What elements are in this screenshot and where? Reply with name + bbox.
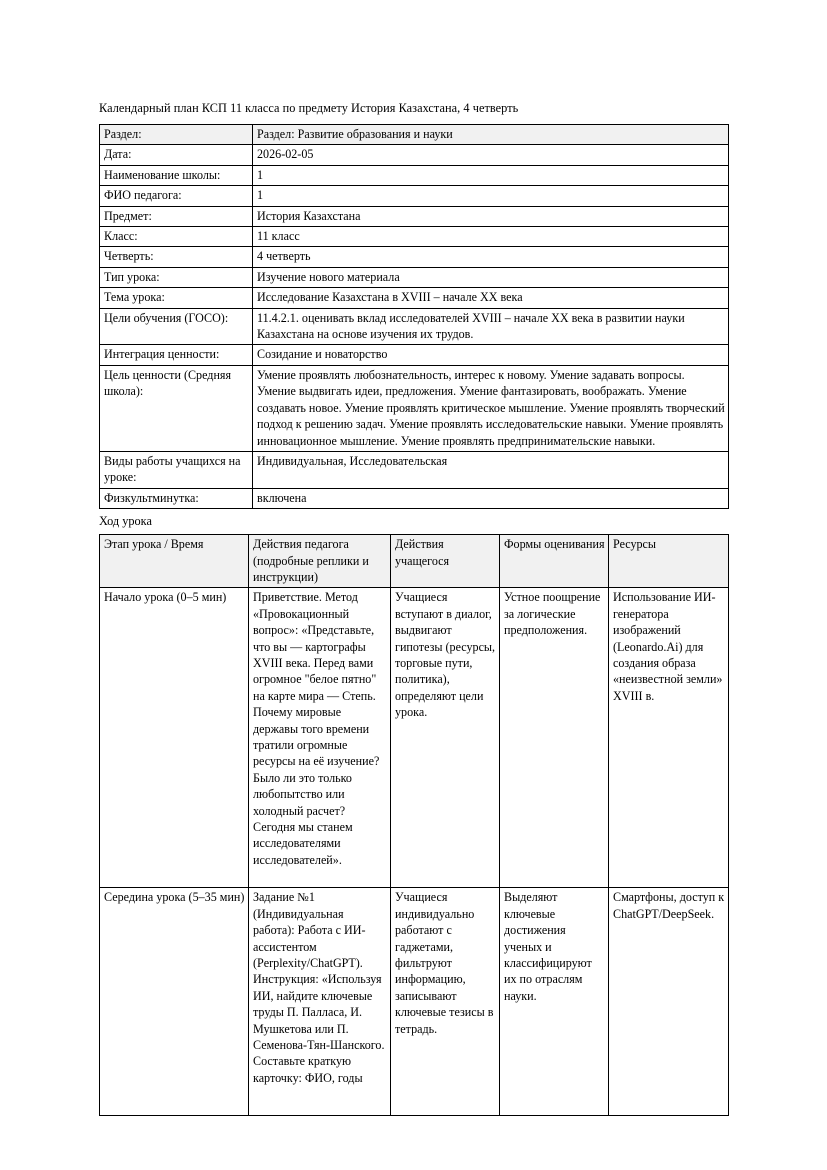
lesson-flow-heading: Ход урока (99, 514, 152, 529)
info-row-label: Тема урока: (100, 288, 253, 308)
lesson-info-table-body (100, 125, 729, 509)
info-row-label: ФИО педагога: (100, 186, 253, 206)
info-row-value: Изучение нового материала (253, 267, 729, 287)
column-header-1: Этап урока / Время (100, 535, 249, 588)
flow-cell-resources: Использование ИИ-генератора изображений (Leonardo.Ai) для создания образа «неизвестной земли» XVIII в. (609, 588, 729, 888)
info-row-label: Четверть: (100, 247, 253, 267)
flow-cell-student-actions: Учащиеся вступают в диалог, выдвигают гипотезы (ресурсы, торговые пути, политика), определяют цели урока. (391, 588, 500, 888)
column-header-4: Формы оценивания (500, 535, 609, 588)
table-row (100, 145, 729, 165)
info-row-value: История Казахстана (253, 206, 729, 226)
info-row-label: Цели обучения (ГОСО): (100, 308, 253, 345)
info-row-value: включена (253, 488, 729, 508)
info-row-label: Цель ценности (Средняя школа): (100, 365, 253, 451)
table-row (100, 488, 729, 508)
info-row-value: 11.4.2.1. оценивать вклад исследователей XVIII – начале XX века в развитии науки Казахстана на основе изучения их трудов. (253, 308, 729, 345)
info-row-value: Исследование Казахстана в XVIII – начале XX века (253, 288, 729, 308)
table-row (100, 451, 729, 488)
table-row (100, 308, 729, 345)
info-row-label: Тип урока: (100, 267, 253, 287)
info-row-value: 11 класс (253, 227, 729, 247)
info-row-label: Наименование школы: (100, 165, 253, 185)
lesson-info-table (99, 124, 729, 509)
page-title: Календарный план КСП 11 класса по предмету История Казахстана, 4 четверть (99, 101, 519, 115)
table-row (100, 186, 729, 206)
info-row-value: 2026-02-05 (253, 145, 729, 165)
flow-cell-teacher-actions: Приветствие. Метод «Провокационный вопрос»: «Представьте, что вы — картографы XVIII века. Перед вами огромное "белое пятно" на карте мира — Степь. Почему мировые державы того времени тратили огромные ресурсы на её изучение? Было ли это только любопытство или холодный расчет? Сегодня мы станем исследователями исследователей». (249, 588, 391, 888)
info-row-label: Предмет: (100, 206, 253, 226)
table-row (100, 227, 729, 247)
column-header-2: Действия педагога (подробные реплики и инструкции) (249, 535, 391, 588)
column-header-5: Ресурсы (609, 535, 729, 588)
info-row-value: Индивидуальная, Исследовательская (253, 451, 729, 488)
table-row (100, 588, 729, 888)
info-row-label: Дата: (100, 145, 253, 165)
table-row (100, 888, 729, 1116)
info-row-label: Интеграция ценности: (100, 345, 253, 365)
info-row-value: Раздел: Развитие образования и науки (253, 125, 729, 145)
lesson-flow-table-head (100, 535, 729, 588)
flow-cell-stage: Начало урока (0–5 мин) (100, 588, 249, 888)
info-row-value: 4 четверть (253, 247, 729, 267)
table-header-row (100, 535, 729, 588)
info-row-label: Физкультминутка: (100, 488, 253, 508)
info-row-value: 1 (253, 165, 729, 185)
info-row-label: Класс: (100, 227, 253, 247)
lesson-flow-table (99, 534, 729, 1116)
flow-cell-student-actions: Учащиеся индивидуально работают с гаджетами, фильтруют информацию, записывают ключевые тезисы в тетрадь. (391, 888, 500, 1116)
page-content (99, 100, 728, 1116)
table-row (100, 288, 729, 308)
table-row (100, 365, 729, 451)
info-row-value: Умение проявлять любознательность, интерес к новому. Умение задавать вопросы. Умение выдвигать идеи, предложения. Умение фантазировать, воображать. Умение создавать новое. Умение проявлять критическое мышление. Умение проявлять творческий подход к решению задач. Умение проявлять исследовательские навыки. Умение проявлять инновационное мышление. Умение проявлять предпринимательские навыки. (253, 365, 729, 451)
flow-cell-resources: Смартфоны, доступ к ChatGPT/DeepSeek. (609, 888, 729, 1116)
lesson-flow-table-body (100, 588, 729, 1116)
info-row-label: Виды работы учащихся на уроке: (100, 451, 253, 488)
info-row-value: Созидание и новаторство (253, 345, 729, 365)
table-row (100, 345, 729, 365)
table-row (100, 267, 729, 287)
flow-cell-assessment: Устное поощрение за логические предположения. (500, 588, 609, 888)
table-row (100, 206, 729, 226)
column-header-3: Действия учащегося (391, 535, 500, 588)
table-row (100, 125, 729, 145)
table-row (100, 247, 729, 267)
info-row-label: Раздел: (100, 125, 253, 145)
info-row-value: 1 (253, 186, 729, 206)
flow-cell-teacher-actions: Задание №1 (Индивидуальная работа): Работа с ИИ-ассистентом (Perplexity/ChatGPT). Инструкция: «Используя ИИ, найдите ключевые труды П. Палласа, И. Мушкетова или П. Семенова-Тян-Шанского. Составьте краткую карточку: ФИО, годы (249, 888, 391, 1116)
flow-cell-stage: Середина урока (5–35 мин) (100, 888, 249, 1116)
flow-cell-assessment: Выделяют ключевые достижения ученых и классифицируют их по отраслям науки. (500, 888, 609, 1116)
table-row (100, 165, 729, 185)
